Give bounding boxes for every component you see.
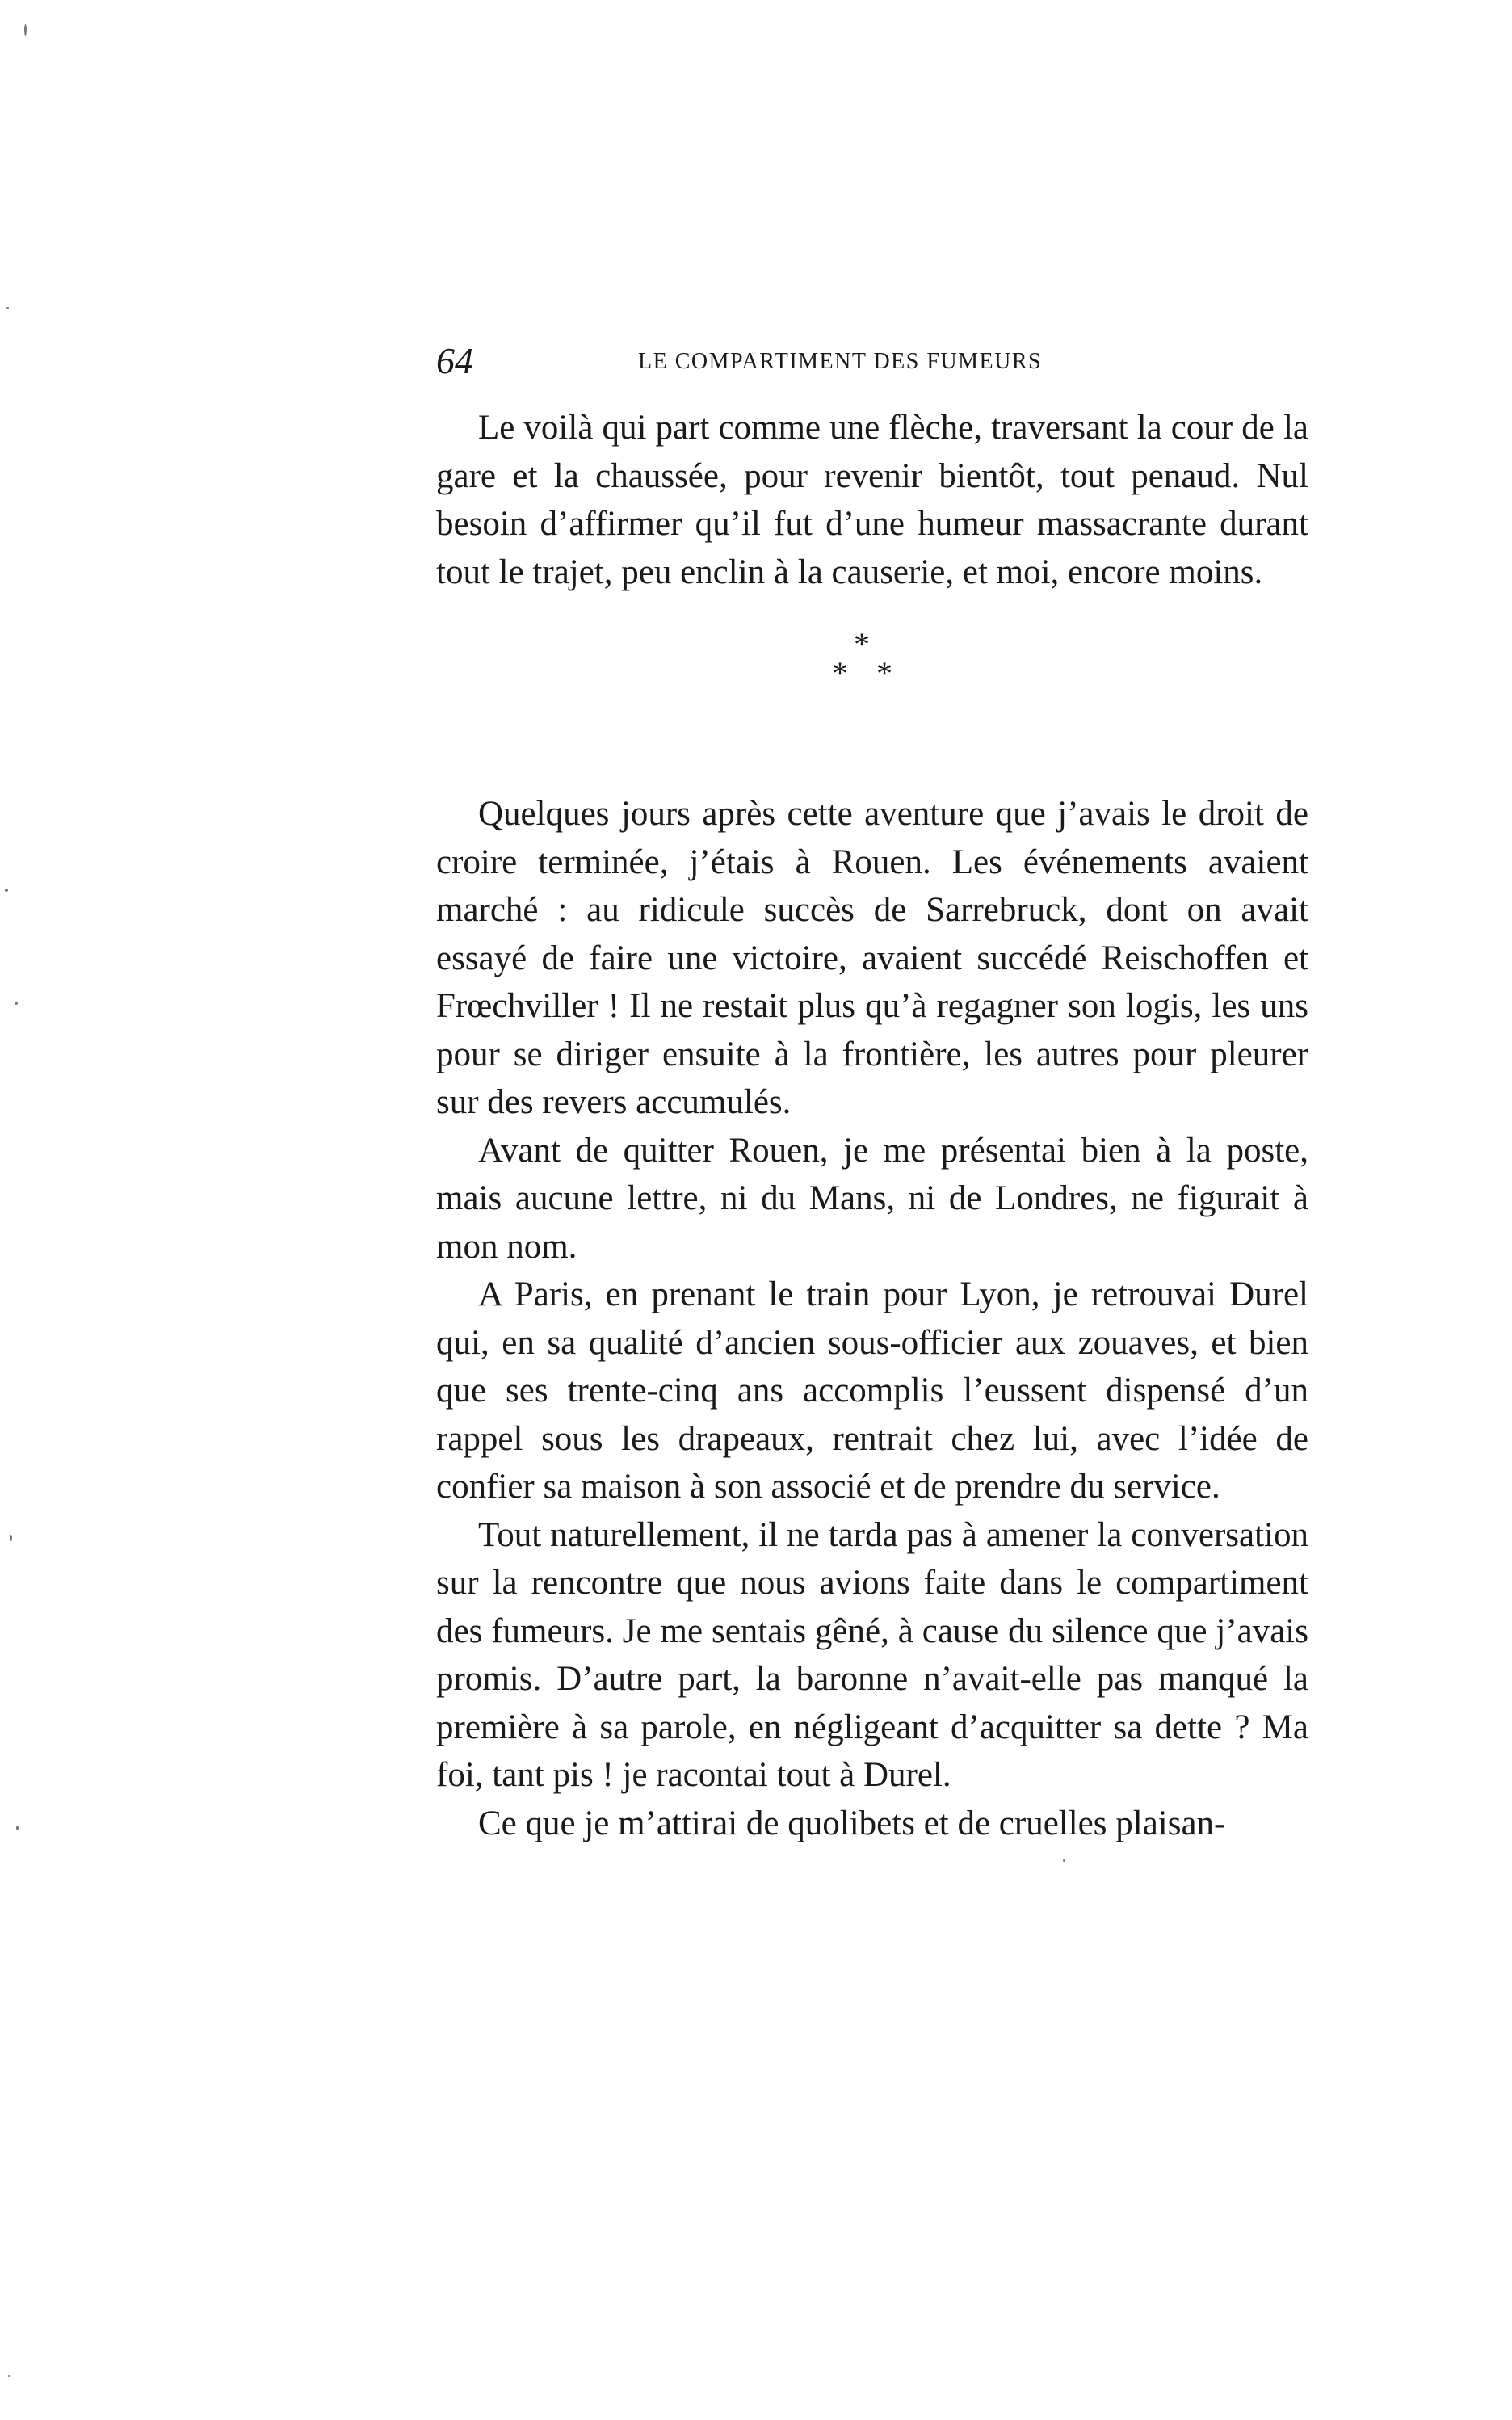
running-head xyxy=(436,339,1308,388)
asterism-star-left: * xyxy=(832,655,848,691)
scan-speck xyxy=(1063,1859,1065,1862)
scan-speck xyxy=(16,1826,19,1830)
page-number: 64 xyxy=(436,340,473,381)
scan-speck xyxy=(15,1002,18,1005)
paragraph-6: Ce que je m’attirai de quolibets et de cruelles plaisan- xyxy=(478,1804,1226,1842)
asterism-star-top: * xyxy=(854,626,870,662)
asterism-star-right: * xyxy=(876,655,892,691)
scan-speck xyxy=(24,24,27,36)
paragraph-2: Quelques jours après cette aventure que j’avais le droit de croire terminée, j’étais à Rouen. Les événements avaient marché : au ridicule succès de Sarrebruck, dont on avait essayé de faire une victoire, avaient succédé Reischoffen et Frœchviller ! Il ne restait plus qu’à regagner son logis, les uns pour se diriger ensuite à la frontière, les autres pour pleurer sur des revers accumulés. xyxy=(436,795,1308,1121)
scan-speck xyxy=(6,307,9,309)
scan-speck xyxy=(8,2375,10,2377)
scan-speck xyxy=(5,889,8,892)
book-page xyxy=(436,339,1308,1847)
paragraph-5: Tout naturellement, il ne tarda pas à amener la conversation sur la rencontre que nous avions faite dans le compartiment des fumeurs. Je me sentais gêné, à cause du silence que j’avais promis. D’autre part, la baronne n’avait-elle pas manqué la première à sa parole, en négligeant d’acquitter sa dette ? Ma foi, tant pis ! je racontai tout à Durel. xyxy=(436,1515,1308,1794)
running-title: LE COMPARTIMENT DES FUMEURS xyxy=(638,349,1043,374)
paragraph-3: Avant de quitter Rouen, je me présentai bien à la poste, mais aucune lettre, ni du Mans, ni de Londres, ne figurait à mon nom. xyxy=(436,1131,1308,1266)
section-break-asterism xyxy=(436,628,1308,750)
scan-speck xyxy=(10,1535,12,1541)
paragraph-4: A Paris, en prenant le train pour Lyon, je retrouvai Durel qui, en sa qualité d’ancien sous-officier aux zouaves, et bien que ses trente-cinq ans accomplis l’eussent dispensé d’un rappel sous les drapeaux, rentrait chez lui, avec l’idée de confier sa maison à son associé et de prendre du service. xyxy=(436,1275,1308,1506)
paragraph-1: Le voilà qui part comme une flèche, traversant la cour de la gare et la chaussée, pour revenir bientôt, tout penaud. Nul besoin d’affirmer qu’il fut d’une humeur massacrante durant tout le trajet, peu enclin à la causerie, et moi, encore moins. xyxy=(436,409,1308,591)
